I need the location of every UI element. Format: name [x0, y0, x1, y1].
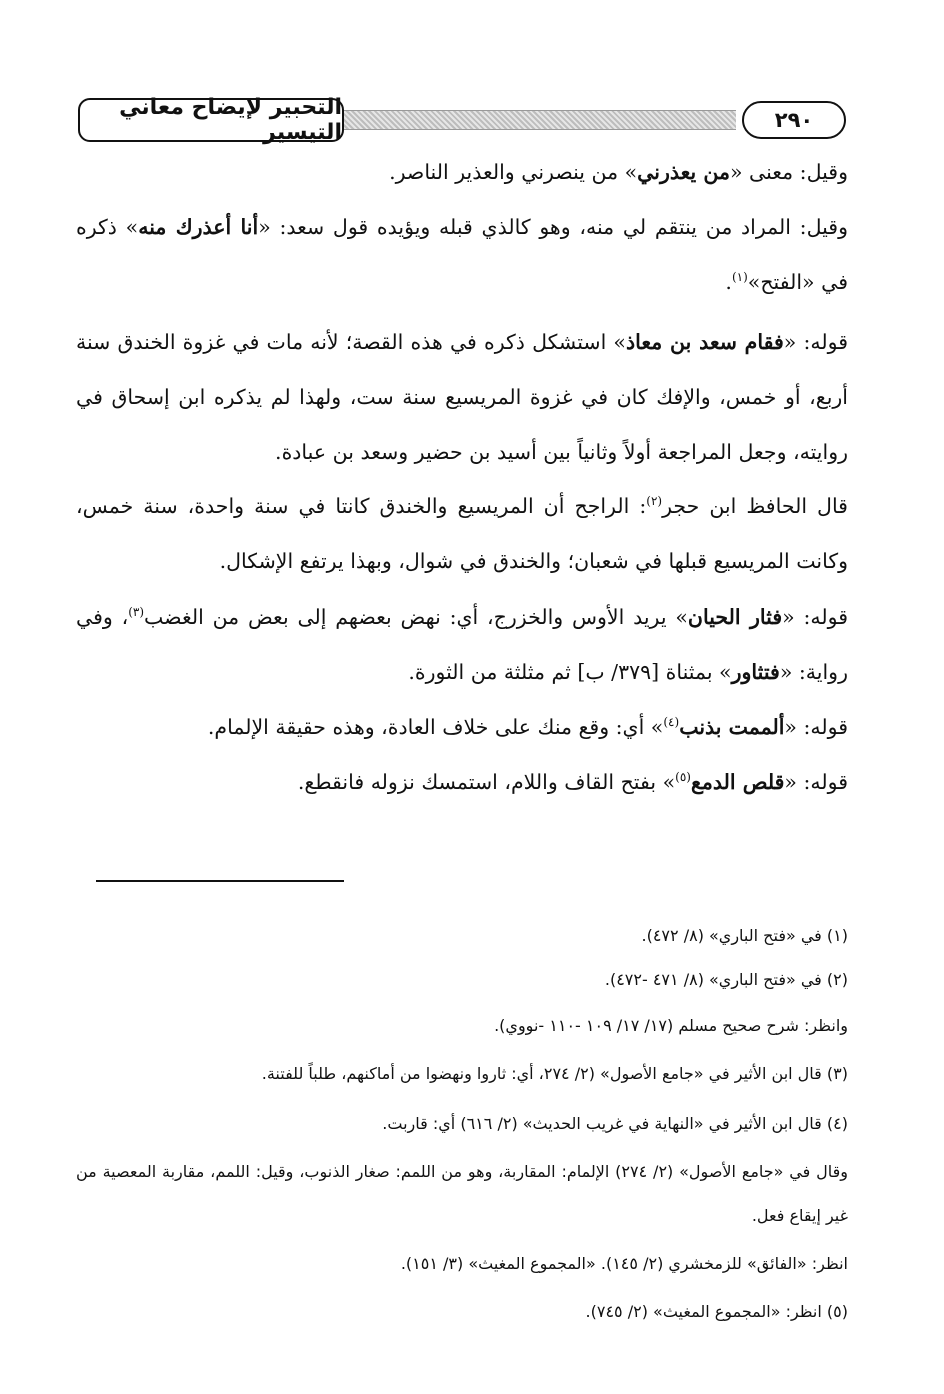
- footnote-4-references: انظر: «الفائق» للزمخشري (٢/ ١٤٥). «المجموع المغيث» (٣/ ١٥١).: [400, 1254, 848, 1273]
- running-title: التحبير لإيضاح معاني التيسير: [78, 98, 344, 142]
- footnote-ref-1[interactable]: (١): [731, 270, 748, 285]
- footnote-ref-3[interactable]: (٣): [128, 605, 145, 620]
- header-ornament-band: [318, 110, 736, 130]
- footnote-2-see-also: وانظر: شرح صحيح مسلم (١٧/ ١٧/ ١٠٩ -١١٠ -نووي).: [494, 1016, 848, 1035]
- paragraph-4: قال الحافظ ابن حجر$^{(٢)}$: الراجح أن المريسيع والخندق كانتا في سنة واحدة، سنة خمس، وكانت المريسيع قبلها في شعبان؛ والخندق في شوال، وبهذا يرتفع الإشكال.: [76, 494, 848, 573]
- footnote-ref-2[interactable]: (٢): [646, 494, 663, 509]
- paragraph-2: وقيل: المراد من ينتقم لي منه، وهو كالذي قبله ويؤيده قول سعد: «أنا أعذرك منه» ذكره في «الفتح»$^{(١)}$.: [76, 215, 849, 294]
- paragraph-7: قوله: «قلص الدمع$^{(٥)}$» بفتح القاف واللام، استمسك نزوله فانقطع.: [297, 770, 848, 794]
- footnote-1: (١) في «فتح الباري» (٨/ ٤٧٢).: [641, 926, 848, 945]
- footnote-2: (٢) في «فتح الباري» (٨/ ٤٧١ -٤٧٢).: [604, 970, 848, 989]
- paragraph-6: قوله: «ألممت بذنب$^{(٤)}$» أي: وقع منك على خلاف العادة، وهذه حقيقة الإلمام.: [207, 715, 848, 739]
- footnote-separator: [96, 880, 344, 882]
- footnote-4: (٤) قال ابن الأثير في «النهاية في غريب الحديث» (٢/ ٦١٦) أي: قاربت.: [382, 1114, 848, 1133]
- footnote-ref-5[interactable]: (٥): [675, 770, 691, 785]
- page-number: ٢٩٠: [742, 101, 846, 139]
- footnote-3: (٣) قال ابن الأثير في «جامع الأصول» (٢/ ٢٧٤، أي: ثاروا ونهضوا من أماكنهم، طلباً للفتنة.: [261, 1064, 848, 1083]
- paragraph-5: قوله: «فثار الحيان» يريد الأوس والخزرج، أي: نهض بعضهم إلى بعض من الغضب$^{(٣)}$، وفي رواية: «فتثاور» بمثناة [٣٧٩/ ب] ثم مثلثة من الثورة.: [76, 605, 848, 684]
- paragraph-3: قوله: «فقام سعد بن معاذ» استشكل ذكره في هذه القصة؛ لأنه مات في غزوة الخندق سنة أربع، أو خمس، والإفك كان في غزوة المريسيع سنة ست، ولهذا لم يذكره ابن إسحاق في روايته، وجعل المراجعة أولاً وثانياً بين أسيد بن حضير وسعد بن عبادة.: [76, 330, 849, 464]
- footnote-5: (٥) انظر: «المجموع المغيث» (٢/ ٧٤٥).: [585, 1302, 848, 1321]
- footnote-ref-4[interactable]: (٤): [663, 715, 680, 730]
- paragraph-1: وقيل: معنى «من يعذرني» من ينصرني والعذير الناصر.: [389, 160, 848, 184]
- page-header: [78, 95, 846, 145]
- footnote-4-continued: وقال في «جامع الأصول» (٢/ ٢٧٤) الإلمام: المقاربة، وهو من اللمم: صغار الذنوب، وقيل: اللمم، مقاربة المعصية من غير إيقاع فعل.: [76, 1162, 849, 1225]
